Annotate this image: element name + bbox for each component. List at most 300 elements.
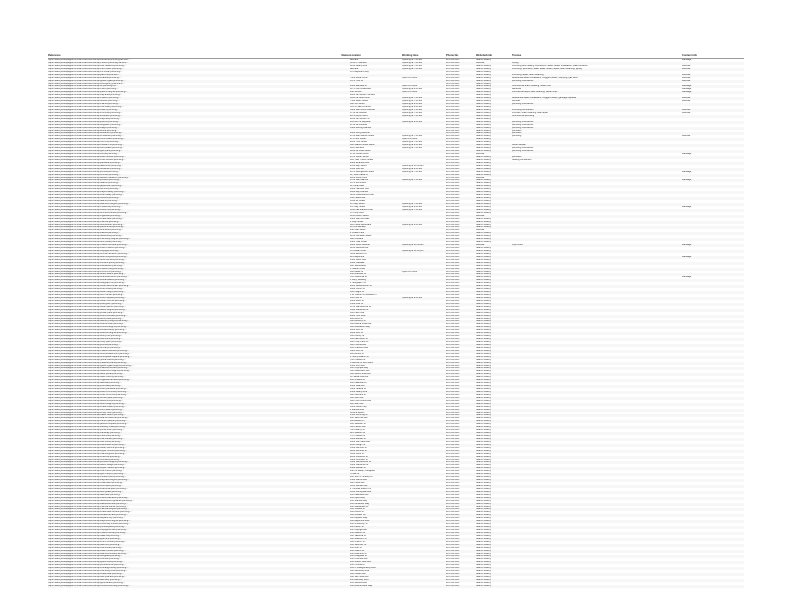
reference-cell[interactable]: https://www.yellowpages.com/san-francisco-ca/mip/monterey-heights-plumbing-...: [48, 238, 131, 241]
phone-cell[interactable]: 415-xxx-xxxx: [446, 393, 460, 396]
phone-cell[interactable]: 415-xxx-xxxx: [446, 294, 460, 296]
phone-cell[interactable]: 415-xxx-xxxx: [446, 238, 460, 241]
website-cell[interactable]: Search nearby: [476, 573, 491, 576]
website-cell[interactable]: Search nearby: [476, 393, 491, 396]
reference-cell[interactable]: https://www.yellowpages.com/san-francisco-ca/mip/fishermans-wharf-plumbing-...: [48, 285, 131, 288]
phone-cell[interactable]: 415-xxx-xxxx: [446, 114, 460, 117]
website-cell[interactable]: Search nearby: [476, 455, 491, 458]
website-cell[interactable]: Search nearby: [476, 241, 491, 244]
website-cell[interactable]: Search nearby: [476, 555, 491, 558]
phone-cell[interactable]: 415-xxx-xxxx: [446, 329, 460, 332]
reference-cell[interactable]: https://www.yellowpages.com/san-francisco-ca/mip/chinatown-plumbing-...: [48, 135, 124, 138]
phone-cell[interactable]: 415-xxx-xxxx: [446, 126, 460, 129]
reference-cell[interactable]: https://www.yellowpages.com/san-francisco-ca/mip/sea-cliff-avenue-plumbing-...: [48, 417, 130, 420]
phone-cell[interactable]: 415-xxx-xxxx: [446, 564, 460, 567]
phone-cell[interactable]: 415-xxx-xxxx: [446, 211, 460, 214]
phone-cell[interactable]: 415-xxx-xxxx: [446, 332, 460, 335]
website-cell[interactable]: Search nearby: [476, 558, 491, 561]
header-phone[interactable]: Phone No.: [446, 54, 459, 57]
phone-cell[interactable]: 415-xxx-xxxx: [446, 455, 460, 458]
phone-cell[interactable]: 415-xxx-xxxx: [446, 70, 460, 73]
phone-cell[interactable]: 415-xxx-xxxx: [446, 317, 460, 320]
reference-cell[interactable]: https://www.yellowpages.com/san-francisco-ca/mip/french-quarter-plumbing-...: [48, 420, 128, 423]
reference-cell[interactable]: https://www.yellowpages.com/san-francisco-ca/mip/tenderloin-plumbing-...: [48, 132, 124, 135]
phone-cell[interactable]: 415-xxx-xxxx: [446, 523, 460, 526]
contact-cell[interactable]: Website: [682, 100, 691, 103]
contact-cell[interactable]: Website: [682, 79, 691, 82]
phone-cell[interactable]: 415-xxx-xxxx: [446, 355, 460, 358]
website-cell[interactable]: Website: [476, 153, 485, 155]
phone-cell[interactable]: 415-xxx-xxxx: [446, 373, 460, 376]
website-cell[interactable]: Search nearby: [476, 117, 491, 120]
reference-cell[interactable]: https://www.yellowpages.com/san-francisco-ca/mip/lombard-plumbing-...: [48, 458, 122, 461]
reference-cell[interactable]: https://www.yellowpages.com/san-francisco-ca/mip/jordan-park-plumbing-...: [48, 311, 125, 314]
phone-cell[interactable]: 415-xxx-xxxx: [446, 144, 460, 147]
website-cell[interactable]: Search nearby: [476, 270, 491, 273]
reference-cell[interactable]: https://www.yellowpages.com/san-francisco-ca/mip/treasure-island-plumbing-...: [48, 361, 129, 364]
phone-cell[interactable]: 415-xxx-xxxx: [446, 188, 460, 191]
reference-cell[interactable]: https://www.yellowpages.com/san-francisco-ca/mip/mission-terrace-plumbing-...: [48, 244, 129, 247]
reference-cell[interactable]: https://www.yellowpages.com/san-francisco-ca/mip/church-street-plumbing-...: [48, 540, 127, 543]
website-cell[interactable]: Search nearby: [476, 452, 491, 455]
website-cell[interactable]: Search nearby: [476, 523, 491, 526]
website-cell[interactable]: Search nearby: [476, 581, 491, 584]
website-cell[interactable]: Search nearby: [476, 487, 491, 490]
phone-cell[interactable]: 415-xxx-xxxx: [446, 117, 460, 120]
phone-cell[interactable]: 415-xxx-xxxx: [446, 170, 460, 173]
website-cell[interactable]: Search nearby: [476, 405, 491, 408]
phone-cell[interactable]: 415-xxx-xxxx: [446, 76, 460, 79]
phone-cell[interactable]: 415-xxx-xxxx: [446, 59, 460, 61]
reference-cell[interactable]: https://www.yellowpages.com/san-francisco-ca/mip/holly-park-plumbing-...: [48, 341, 124, 343]
website-cell[interactable]: Search nearby: [476, 484, 491, 487]
reference-cell[interactable]: https://www.yellowpages.com/san-francisco-ca/mip/crocker-amazon-plumbing-...: [48, 252, 130, 255]
reference-cell[interactable]: https://www.yellowpages.com/san-francisco-ca/mip/bernards-plumbing-service-...: [48, 59, 131, 61]
phone-cell[interactable]: 415-xxx-xxxx: [446, 440, 460, 443]
phone-cell[interactable]: 415-xxx-xxxx: [446, 370, 460, 373]
phone-cell[interactable]: 415-xxx-xxxx: [446, 402, 460, 405]
reference-cell[interactable]: https://www.yellowpages.com/san-francisco-ca/mip/north-beach-plumbing-...: [48, 138, 126, 141]
reference-cell[interactable]: https://www.yellowpages.com/san-francisco-ca/mip/emergency-plumbers-...: [48, 82, 125, 85]
website-cell[interactable]: Search nearby: [476, 552, 491, 555]
phone-cell[interactable]: 415-xxx-xxxx: [446, 555, 460, 558]
phone-cell[interactable]: 415-xxx-xxxx: [446, 173, 460, 176]
contact-cell[interactable]: Message: [682, 244, 692, 247]
phone-cell[interactable]: 415-xxx-xxxx: [446, 540, 460, 543]
website-cell[interactable]: Search nearby: [476, 135, 491, 138]
phone-cell[interactable]: 415-xxx-xxxx: [446, 511, 460, 514]
phone-cell[interactable]: 415-xxx-xxxx: [446, 558, 460, 561]
website-cell[interactable]: Search nearby: [476, 458, 491, 461]
reference-cell[interactable]: https://www.yellowpages.com/san-francisco-ca/mip/dorado-terrace-plumbing-...: [48, 514, 129, 517]
reference-cell[interactable]: https://www.yellowpages.com/san-francisco-ca/mip/noe-street-plumbing-...: [48, 546, 124, 549]
contact-cell[interactable]: Message: [682, 170, 692, 173]
reference-cell[interactable]: https://www.yellowpages.com/san-francisco-ca/mip/forest-hill-plumbing-...: [48, 208, 123, 211]
reference-cell[interactable]: https://www.yellowpages.com/san-francisco-ca/mip/portola-drive-plumbing-...: [48, 564, 126, 567]
contact-cell[interactable]: Message: [682, 59, 692, 61]
reference-cell[interactable]: https://www.yellowpages.com/san-francisco-ca/mip/valencia-plumbing-...: [48, 534, 122, 537]
website-cell[interactable]: Search nearby: [476, 88, 491, 91]
website-cell[interactable]: Search nearby: [476, 526, 491, 529]
website-cell[interactable]: Search nearby: [476, 373, 491, 376]
reference-cell[interactable]: https://www.yellowpages.com/san-francisco-ca/mip/sutro-heights-plumbing-...: [48, 402, 127, 405]
phone-cell[interactable]: 415-xxx-xxxx: [446, 484, 460, 487]
reference-cell[interactable]: https://www.yellowpages.com/san-francisco-ca/mip/university-mound-plumbing-...: [48, 523, 131, 526]
website-cell[interactable]: Search nearby: [476, 314, 491, 317]
reference-cell[interactable]: https://www.yellowpages.com/san-francisco-ca/mip/cow-hollow-plumbing-...: [48, 288, 125, 291]
phone-cell[interactable]: 415-xxx-xxxx: [446, 106, 460, 108]
phone-cell[interactable]: 415-xxx-xxxx: [446, 452, 460, 455]
phone-cell[interactable]: 415-xxx-xxxx: [446, 132, 460, 135]
phone-cell[interactable]: 415-xxx-xxxx: [446, 464, 460, 467]
phone-cell[interactable]: 415-xxx-xxxx: [446, 396, 460, 399]
website-cell[interactable]: Search nearby: [476, 255, 491, 258]
phone-cell[interactable]: 415-xxx-xxxx: [446, 367, 460, 370]
reference-cell[interactable]: https://www.yellowpages.com/san-francisco-ca/mip/western-addition-plumbing-...: [48, 176, 131, 179]
reference-cell[interactable]: https://www.yellowpages.com/san-francisco-ca/mip/anza-vista-plumbing-...: [48, 317, 124, 320]
website-cell[interactable]: Search nearby: [476, 85, 491, 88]
phone-cell[interactable]: 415-xxx-xxxx: [446, 197, 460, 200]
phone-cell[interactable]: 415-xxx-xxxx: [446, 552, 460, 555]
website-cell[interactable]: Search nearby: [476, 120, 491, 123]
reference-cell[interactable]: https://www.yellowpages.com/san-francisco-ca/mip/portola-plumbing-...: [48, 170, 121, 173]
website-cell[interactable]: Search nearby: [476, 167, 491, 170]
phone-cell[interactable]: 415-xxx-xxxx: [446, 158, 460, 161]
website-cell[interactable]: Search nearby: [476, 191, 491, 194]
reference-cell[interactable]: https://www.yellowpages.com/san-francisco-ca/mip/monterey-blvd-plumbing-...: [48, 570, 128, 573]
contact-cell[interactable]: Message: [682, 153, 692, 155]
header-website[interactable]: Website/Link: [476, 54, 492, 57]
reference-cell[interactable]: https://www.yellowpages.com/san-francisco-ca/mip/stonestown-plumbing-...: [48, 223, 125, 226]
reference-cell[interactable]: https://www.yellowpages.com/san-francisco-ca/mip/dogpatch-plumbing-...: [48, 123, 123, 126]
phone-cell[interactable]: 415-xxx-xxxx: [446, 426, 460, 429]
phone-cell[interactable]: 415-xxx-xxxx: [446, 467, 460, 470]
website-cell[interactable]: Search nearby: [476, 235, 491, 238]
contact-cell[interactable]: Website: [682, 111, 691, 114]
reference-cell[interactable]: https://www.yellowpages.com/san-francisco-ca/mip/diamond-street-plumbing-...: [48, 552, 129, 555]
contact-cell[interactable]: Website: [682, 135, 691, 138]
reference-cell[interactable]: https://www.yellowpages.com/san-francisco-ca/mip/parkside-plumbing-...: [48, 161, 122, 164]
contact-cell[interactable]: Website: [682, 73, 691, 76]
website-cell[interactable]: Search nearby: [476, 376, 491, 379]
reference-cell[interactable]: https://www.yellowpages.com/san-francisco-ca/mip/oceanview-terrace-plumbing-...: [48, 511, 132, 514]
reference-cell[interactable]: https://www.yellowpages.com/san-francisco-ca/mip/sunnydale-plumbing-...: [48, 490, 124, 493]
reference-cell[interactable]: https://www.yellowpages.com/san-francisco-ca/mip/golden-gate-heights-plumbing-...: [48, 364, 134, 367]
website-cell[interactable]: Search nearby: [476, 479, 491, 482]
website-cell[interactable]: Search nearby: [476, 470, 491, 473]
website-cell[interactable]: Search nearby: [476, 502, 491, 505]
reference-cell[interactable]: https://www.yellowpages.com/san-francisco-ca/mip/civic-center-plumbing-...: [48, 294, 125, 296]
phone-cell[interactable]: 415-xxx-xxxx: [446, 150, 460, 153]
reference-cell[interactable]: https://www.yellowpages.com/san-francisco-ca/mip/apparel-city-plumbing-...: [48, 517, 126, 520]
reference-cell[interactable]: https://www.yellowpages.com/san-francisco-ca/mip/mission-plumbing-...: [48, 97, 122, 100]
website-cell[interactable]: Search nearby: [476, 417, 491, 420]
website-cell[interactable]: Search nearby: [476, 432, 491, 435]
reference-cell[interactable]: https://www.yellowpages.com/san-francisco-ca/mip/marina-green-plumbing-...: [48, 452, 127, 455]
contact-cell[interactable]: Message: [682, 85, 692, 88]
website-cell[interactable]: Search nearby: [476, 464, 491, 467]
website-cell[interactable]: Search nearby: [476, 208, 491, 211]
reference-cell[interactable]: https://www.yellowpages.com/san-francisco-ca/mip/inner-richmond-plumbing-...: [48, 393, 129, 396]
reference-cell[interactable]: https://www.yellowpages.com/san-francisco-ca/mip/japantown-plumbing-...: [48, 185, 124, 188]
header-contact[interactable]: Contact info: [682, 54, 698, 57]
website-cell[interactable]: Search nearby: [476, 584, 491, 587]
website-cell[interactable]: Website: [476, 214, 485, 217]
phone-cell[interactable]: 415-xxx-xxxx: [446, 414, 460, 417]
contact-cell[interactable]: Website: [682, 108, 691, 111]
phone-cell[interactable]: 415-xxx-xxxx: [446, 361, 460, 364]
phone-cell[interactable]: 415-xxx-xxxx: [446, 461, 460, 464]
website-cell[interactable]: Search nearby: [476, 185, 491, 188]
phone-cell[interactable]: 415-xxx-xxxx: [446, 179, 460, 182]
reference-cell[interactable]: https://www.yellowpages.com/san-francisco-ca/mip/sf-plumbing-co-...: [48, 85, 119, 88]
reference-cell[interactable]: https://www.yellowpages.com/san-francisco-ca/mip/buena-vista-plumbing-...: [48, 323, 126, 326]
phone-cell[interactable]: 415-xxx-xxxx: [446, 182, 460, 185]
website-cell[interactable]: Search nearby: [476, 435, 491, 437]
reference-cell[interactable]: https://www.yellowpages.com/san-francisco-ca/mip/mid-market-plumbing-...: [48, 437, 125, 440]
reference-cell[interactable]: https://www.yellowpages.com/san-francisco-ca/mip/mount-davidson-plumbing-...: [48, 496, 130, 499]
website-cell[interactable]: Search nearby: [476, 505, 491, 508]
phone-cell[interactable]: 415-xxx-xxxx: [446, 270, 460, 273]
reference-cell[interactable]: https://www.yellowpages.com/san-francisco-ca/mip/barbary-coast-plumbing-...: [48, 426, 128, 429]
website-cell[interactable]: Search nearby: [476, 264, 491, 267]
phone-cell[interactable]: 415-xxx-xxxx: [446, 411, 460, 414]
reference-cell[interactable]: https://www.yellowpages.com/san-francisco-ca/mip/india-basin-plumbing-...: [48, 482, 125, 484]
website-cell[interactable]: Search nearby: [476, 317, 491, 320]
phone-cell[interactable]: 415-xxx-xxxx: [446, 291, 460, 294]
phone-cell[interactable]: 415-xxx-xxxx: [446, 314, 460, 317]
phone-cell[interactable]: 415-xxx-xxxx: [446, 244, 460, 247]
website-cell[interactable]: Website: [476, 176, 485, 179]
reference-cell[interactable]: https://www.yellowpages.com/san-francisco-ca/mip/sunset-plumbing-...: [48, 100, 120, 103]
reference-cell[interactable]: https://www.yellowpages.com/san-francisco-ca/mip/precita-plumbing-...: [48, 343, 121, 346]
contact-cell[interactable]: Message: [682, 179, 692, 182]
phone-cell[interactable]: 415-xxx-xxxx: [446, 335, 460, 338]
phone-cell[interactable]: 415-xxx-xxxx: [446, 537, 460, 540]
website-cell[interactable]: Search nearby: [476, 223, 491, 226]
reference-cell[interactable]: https://www.yellowpages.com/san-francisco-ca/mip/parkmerced-plumbing-...: [48, 226, 126, 229]
reference-cell[interactable]: https://www.yellowpages.com/san-francisco-ca/mip/midtown-terrace-plumbing-...: [48, 367, 130, 370]
phone-cell[interactable]: 415-xxx-xxxx: [446, 482, 460, 484]
reference-cell[interactable]: https://www.yellowpages.com/san-francisco-ca/mip/pine-lake-plumbing-...: [48, 385, 123, 388]
phone-cell[interactable]: 415-xxx-xxxx: [446, 123, 460, 126]
phone-cell[interactable]: 415-xxx-xxxx: [446, 285, 460, 288]
phone-cell[interactable]: 415-xxx-xxxx: [446, 534, 460, 537]
reference-cell[interactable]: https://www.yellowpages.com/san-francisco-ca/mip/castro-street-plumbing-...: [48, 549, 126, 552]
website-cell[interactable]: Search nearby: [476, 147, 491, 150]
reference-cell[interactable]: https://www.yellowpages.com/san-francisco-ca/mip/sunnyside-plumbing-...: [48, 241, 124, 244]
phone-cell[interactable]: 415-xxx-xxxx: [446, 487, 460, 490]
phone-cell[interactable]: 415-xxx-xxxx: [446, 343, 460, 346]
contact-cell[interactable]: Website: [682, 97, 691, 100]
reference-cell[interactable]: https://www.yellowpages.com/san-francisco-ca/mip/outer-parkside-plumbing-...: [48, 388, 128, 390]
reference-cell[interactable]: https://www.yellowpages.com/san-francisco-ca/mip/corona-heights-plumbing-...: [48, 326, 129, 329]
phone-cell[interactable]: 415-xxx-xxxx: [446, 526, 460, 529]
website-cell[interactable]: Search nearby: [476, 534, 491, 537]
contact-cell[interactable]: Message: [682, 88, 692, 91]
reference-cell[interactable]: https://www.yellowpages.com/san-francisco-ca/mip/sanchez-plumbing-...: [48, 543, 122, 546]
phone-cell[interactable]: 415-xxx-xxxx: [446, 358, 460, 361]
website-cell[interactable]: Search nearby: [476, 299, 491, 302]
phone-cell[interactable]: 415-xxx-xxxx: [446, 499, 460, 502]
website-cell[interactable]: Search nearby: [476, 288, 491, 291]
phone-cell[interactable]: 415-xxx-xxxx: [446, 581, 460, 584]
website-cell[interactable]: Search nearby: [476, 449, 491, 452]
phone-cell[interactable]: 415-xxx-xxxx: [446, 543, 460, 546]
reference-cell[interactable]: https://www.yellowpages.com/san-francisco-ca/mip/liberty-hill-plumbing-...: [48, 335, 123, 338]
reference-cell[interactable]: https://www.yellowpages.com/san-francisco-ca/mip/nob-hill-plumbing-...: [48, 141, 121, 144]
phone-cell[interactable]: 415-xxx-xxxx: [446, 449, 460, 452]
reference-cell[interactable]: https://www.yellowpages.com/san-francisco-ca/mip/guerrero-plumbing-...: [48, 537, 122, 540]
website-cell[interactable]: Search nearby: [476, 496, 491, 499]
website-cell[interactable]: Search nearby: [476, 335, 491, 338]
reference-cell[interactable]: https://www.yellowpages.com/san-francisco-ca/mip/golden-gate-plumbing-...: [48, 79, 126, 82]
phone-cell[interactable]: 415-xxx-xxxx: [446, 229, 460, 232]
website-cell[interactable]: Search nearby: [476, 549, 491, 552]
phone-cell[interactable]: 415-xxx-xxxx: [446, 161, 460, 164]
website-cell[interactable]: Search nearby: [476, 326, 491, 329]
phone-cell[interactable]: 415-xxx-xxxx: [446, 85, 460, 88]
website-cell[interactable]: Search nearby: [476, 511, 491, 514]
website-cell[interactable]: Search nearby: [476, 164, 491, 167]
phone-cell[interactable]: 415-xxx-xxxx: [446, 308, 460, 311]
reference-cell[interactable]: https://www.yellowpages.com/san-francisco-ca/mip/transbay-plumbing-...: [48, 432, 123, 435]
phone-cell[interactable]: 415-xxx-xxxx: [446, 79, 460, 82]
reference-cell[interactable]: https://www.yellowpages.com/san-francisco-ca/mip/russian-hill-plumbing-...: [48, 144, 125, 147]
website-cell[interactable]: Search nearby: [476, 197, 491, 200]
reference-cell[interactable]: https://www.yellowpages.com/san-francisco-ca/mip/lakeside-plumbing-...: [48, 382, 122, 385]
phone-cell[interactable]: 415-xxx-xxxx: [446, 164, 460, 167]
phone-cell[interactable]: 415-xxx-xxxx: [446, 217, 460, 220]
reference-cell[interactable]: https://www.yellowpages.com/san-francisco-ca/mip/lower-nob-hill-plumbing-...: [48, 299, 127, 302]
website-cell[interactable]: Search nearby: [476, 64, 491, 67]
phone-cell[interactable]: 415-xxx-xxxx: [446, 376, 460, 379]
phone-cell[interactable]: 415-xxx-xxxx: [446, 323, 460, 326]
website-cell[interactable]: Search nearby: [476, 114, 491, 117]
phone-cell[interactable]: 415-xxx-xxxx: [446, 302, 460, 305]
reference-cell[interactable]: https://www.yellowpages.com/san-francisco-ca/mip/lone-mountain-plumbing-...: [48, 314, 128, 317]
phone-cell[interactable]: 415-xxx-xxxx: [446, 94, 460, 97]
website-cell[interactable]: Search nearby: [476, 179, 491, 182]
website-cell[interactable]: Search nearby: [476, 467, 491, 470]
website-cell[interactable]: Search nearby: [476, 302, 491, 305]
website-cell[interactable]: Search nearby: [476, 443, 491, 446]
phone-cell[interactable]: 415-xxx-xxxx: [446, 493, 460, 496]
phone-cell[interactable]: 415-xxx-xxxx: [446, 341, 460, 343]
phone-cell[interactable]: 415-xxx-xxxx: [446, 364, 460, 367]
reference-cell[interactable]: https://www.yellowpages.com/san-francisco-ca/mip/cayuga-plumbing-...: [48, 249, 121, 252]
phone-cell[interactable]: 415-xxx-xxxx: [446, 194, 460, 197]
phone-cell[interactable]: 415-xxx-xxxx: [446, 405, 460, 408]
reference-cell[interactable]: https://www.yellowpages.com/san-francisco-ca/mip/ingleside-plumbing-...: [48, 214, 123, 217]
phone-cell[interactable]: 415-xxx-xxxx: [446, 423, 460, 426]
phone-cell[interactable]: 415-xxx-xxxx: [446, 103, 460, 106]
website-cell[interactable]: Search nearby: [476, 97, 491, 100]
phone-cell[interactable]: 415-xxx-xxxx: [446, 573, 460, 576]
reference-cell[interactable]: https://www.yellowpages.com/san-francisco-ca/mip/silver-terrace-plumbing-...: [48, 258, 127, 261]
phone-cell[interactable]: 415-xxx-xxxx: [446, 223, 460, 226]
website-cell[interactable]: Search nearby: [476, 150, 491, 153]
website-cell[interactable]: Search nearby: [476, 205, 491, 208]
website-cell[interactable]: Search nearby: [476, 346, 491, 349]
phone-cell[interactable]: 415-xxx-xxxx: [446, 561, 460, 564]
phone-cell[interactable]: 415-xxx-xxxx: [446, 473, 460, 476]
reference-cell[interactable]: https://www.yellowpages.com/san-francisco-ca/mip/portola-place-plumbing-...: [48, 526, 127, 529]
phone-cell[interactable]: 415-xxx-xxxx: [446, 443, 460, 446]
phone-cell[interactable]: 415-xxx-xxxx: [446, 382, 460, 385]
website-cell[interactable]: Search nearby: [476, 396, 491, 399]
reference-cell[interactable]: https://www.yellowpages.com/san-francisco-ca/mip/marina-plumbing-...: [48, 103, 121, 106]
reference-cell[interactable]: https://www.yellowpages.com/san-francisco-ca/mip/cuadras-plumbing-...: [48, 76, 122, 79]
website-cell[interactable]: Search nearby: [476, 59, 491, 61]
website-cell[interactable]: Search nearby: [476, 258, 491, 261]
reference-cell[interactable]: https://www.yellowpages.com/san-francisco-ca/mip/outer-mission-plumbing-...: [48, 247, 128, 249]
reference-cell[interactable]: https://www.yellowpages.com/san-francisco-ca/mip/union-square-plumbing-...: [48, 296, 127, 299]
website-cell[interactable]: Search nearby: [476, 103, 491, 106]
reference-cell[interactable]: https://www.yellowpages.com/san-francisco-ca/mip/excelsior-plumbing-...: [48, 114, 123, 117]
website-cell[interactable]: Search nearby: [476, 155, 491, 158]
website-cell[interactable]: Search nearby: [476, 252, 491, 255]
website-cell[interactable]: Search nearby: [476, 200, 491, 202]
phone-cell[interactable]: 415-xxx-xxxx: [446, 167, 460, 170]
reference-cell[interactable]: https://www.yellowpages.com/san-francisco-ca/mip/st-marys-plumbing-...: [48, 346, 123, 349]
reference-cell[interactable]: https://www.yellowpages.com/san-francisco-ca/mip/inner-sunset-plumbing-...: [48, 158, 126, 161]
reference-cell[interactable]: https://www.yellowpages.com/san-francisco-ca/mip/hunters-point-plumbing-...: [48, 261, 127, 264]
website-cell[interactable]: Search nearby: [476, 493, 491, 496]
phone-cell[interactable]: 415-xxx-xxxx: [446, 352, 460, 355]
reference-cell[interactable]: https://www.yellowpages.com/san-francisco-ca/mip/laurel-heights-plumbing-...: [48, 308, 128, 311]
phone-cell[interactable]: 415-xxx-xxxx: [446, 399, 460, 402]
contact-cell[interactable]: Message: [682, 205, 692, 208]
phone-cell[interactable]: 415-xxx-xxxx: [446, 385, 460, 388]
reference-cell[interactable]: https://www.yellowpages.com/san-francisco-ca/mip/polk-gulch-plumbing-...: [48, 302, 124, 305]
reference-cell[interactable]: https://www.yellowpages.com/san-francisco-ca/mip/noe-courts-plumbing-...: [48, 470, 125, 473]
website-cell[interactable]: Search nearby: [476, 420, 491, 423]
reference-cell[interactable]: https://www.yellowpages.com/san-francisco-ca/mip/westwood-plumbing-...: [48, 235, 124, 238]
phone-cell[interactable]: 415-xxx-xxxx: [446, 388, 460, 390]
phone-cell[interactable]: 415-xxx-xxxx: [446, 82, 460, 85]
reference-cell[interactable]: https://www.yellowpages.com/san-francisco-ca/mip/lands-end-plumbing-...: [48, 399, 124, 402]
reference-cell[interactable]: https://www.yellowpages.com/san-francisco-ca/mip/potrero-plumbing-...: [48, 120, 121, 123]
website-cell[interactable]: Search nearby: [476, 70, 491, 73]
website-cell[interactable]: Search nearby: [476, 332, 491, 335]
website-cell[interactable]: Search nearby: [476, 531, 491, 534]
phone-cell[interactable]: 415-xxx-xxxx: [446, 299, 460, 302]
phone-cell[interactable]: 415-xxx-xxxx: [446, 273, 460, 276]
contact-cell[interactable]: Message: [682, 255, 692, 258]
reference-cell[interactable]: https://www.yellowpages.com/san-francisco-ca/mip/roto-rooter-plumbing-...: [48, 67, 124, 70]
website-cell[interactable]: Search nearby: [476, 473, 491, 476]
website-cell[interactable]: Search nearby: [476, 296, 491, 299]
phone-cell[interactable]: 415-xxx-xxxx: [446, 584, 460, 587]
reference-cell[interactable]: https://www.yellowpages.com/san-francisco-ca/mip/outer-sunset-plumbing-...: [48, 155, 126, 158]
phone-cell[interactable]: 415-xxx-xxxx: [446, 258, 460, 261]
reference-cell[interactable]: https://www.yellowpages.com/san-francisco-ca/mip/upper-market-plumbing-...: [48, 467, 127, 470]
website-cell[interactable]: Search nearby: [476, 338, 491, 341]
reference-cell[interactable]: https://www.yellowpages.com/san-francisco-ca/mip/o-shaughnessy-plumbing-...: [48, 567, 129, 570]
phone-cell[interactable]: 415-xxx-xxxx: [446, 91, 460, 94]
website-cell[interactable]: Search nearby: [476, 343, 491, 346]
phone-cell[interactable]: 415-xxx-xxxx: [446, 429, 460, 432]
phone-cell[interactable]: 415-xxx-xxxx: [446, 437, 460, 440]
website-cell[interactable]: Search nearby: [476, 305, 491, 308]
reference-cell[interactable]: https://www.yellowpages.com/san-francisco-ca/mip/telegraph-hill-plumbing-...: [48, 282, 127, 285]
reference-cell[interactable]: https://www.yellowpages.com/san-francisco-ca/mip/clarendon-heights-plumbing-...: [48, 370, 132, 373]
phone-cell[interactable]: 415-xxx-xxxx: [446, 61, 460, 64]
website-cell[interactable]: Search nearby: [476, 408, 491, 411]
phone-cell[interactable]: 415-xxx-xxxx: [446, 346, 460, 349]
website-cell[interactable]: Search nearby: [476, 238, 491, 241]
